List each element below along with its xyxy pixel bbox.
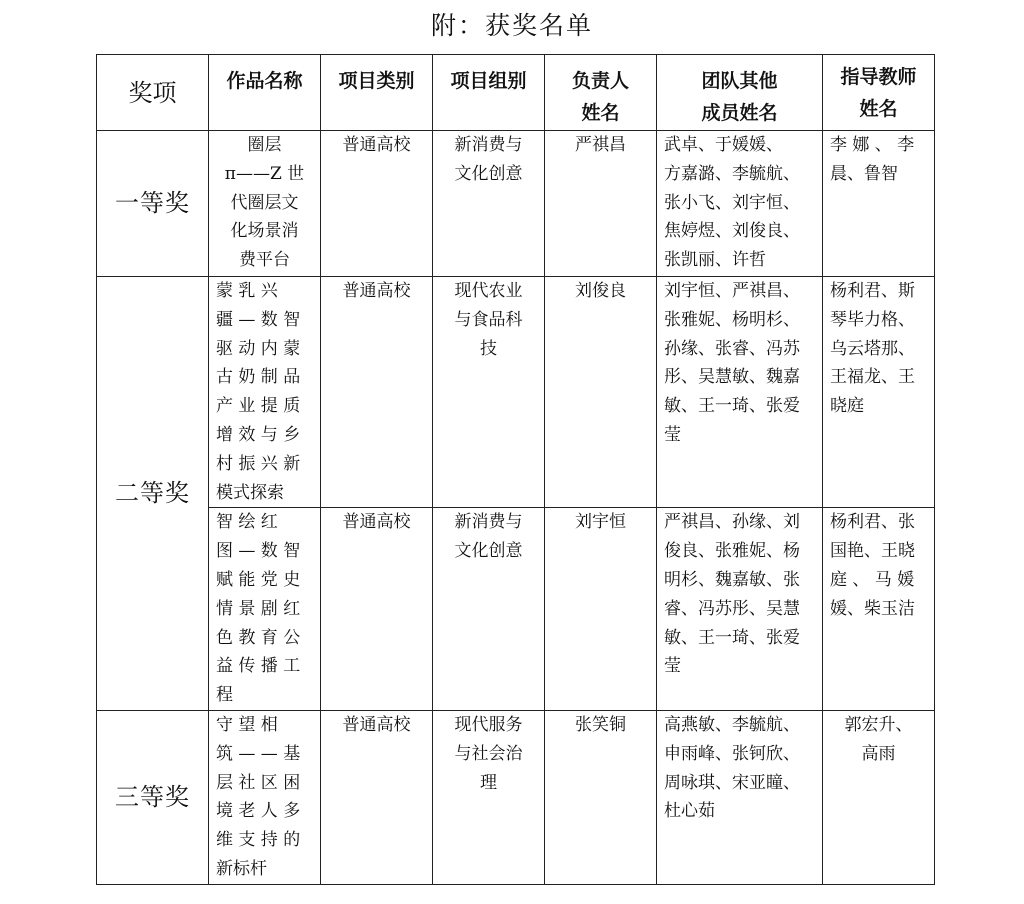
table-row [97, 508, 935, 711]
header-members: 团队其他 成员姓名 [657, 55, 823, 131]
members: 武卓、于媛媛、 方嘉潞、李毓航、 张小飞、刘宇恒、 焦婷煜、刘俊良、 张凯丽、许哲 [657, 131, 823, 277]
members: 刘宇恒、严祺昌、 张雅妮、杨明杉、 孙缘、张睿、冯苏 彤、吴慧敏、魏嘉 敏、王一琦、张爱 莹 [657, 277, 823, 508]
award-first: 一等奖 [97, 131, 209, 277]
leader: 刘宇恒 [545, 508, 657, 711]
group: 新消费与 文化创意 [433, 508, 545, 711]
group: 新消费与 文化创意 [433, 131, 545, 277]
leader: 张笑铜 [545, 710, 657, 884]
award-table [96, 54, 935, 885]
header-work: 作品名称 [209, 55, 321, 131]
table-row [97, 277, 935, 508]
teacher: 杨利君、斯 琴毕力格、 乌云塔那、 王福龙、王 晓庭 [823, 277, 935, 508]
members: 高燕敏、李毓航、 申雨峰、张钶欣、 周咏琪、宋亚瞳、 杜心茹 [657, 710, 823, 884]
table-row [97, 710, 935, 884]
teacher: 郭宏升、 高雨 [823, 710, 935, 884]
work-name: 智 绘 红 图 — 数 智 赋 能 党 史 情 景 剧 红 色 教 育 公 益 传 播 工 程 [209, 508, 321, 711]
category: 普通高校 [321, 710, 433, 884]
header-award: 奖项 [97, 55, 209, 131]
work-name: 蒙 乳 兴 疆 — 数 智 驱 动 内 蒙 古 奶 制 品 产 业 提 质 增 效 与 乡 村 振 兴 新 模式探索 [209, 277, 321, 508]
header-teacher: 指导教师 姓名 [823, 55, 935, 131]
teacher: 李 娜 、 李 晨、鲁智 [823, 131, 935, 277]
category: 普通高校 [321, 277, 433, 508]
header-leader: 负责人 姓名 [545, 55, 657, 131]
award-third: 三等奖 [97, 710, 209, 884]
teacher: 杨利君、张 国艳、王晓 庭 、 马 媛 媛、柴玉洁 [823, 508, 935, 711]
members: 严祺昌、孙缘、刘 俊良、张雅妮、杨 明杉、魏嘉敏、张 睿、冯苏彤、吴慧 敏、王一琦、张爱 莹 [657, 508, 823, 711]
page-title: 附：获奖名单 [430, 11, 593, 40]
category: 普通高校 [321, 131, 433, 277]
group: 现代服务 与社会治 理 [433, 710, 545, 884]
header-group: 项目组别 [433, 55, 545, 131]
category: 普通高校 [321, 508, 433, 711]
header-row [97, 55, 935, 131]
leader: 严祺昌 [545, 131, 657, 277]
header-category: 项目类别 [321, 55, 433, 131]
award-second: 二等奖 [97, 277, 209, 711]
group: 现代农业 与食品科 技 [433, 277, 545, 508]
work-name: 圈层 π——Z 世 代圈层文 化场景消 费平台 [209, 131, 321, 277]
work-name: 守 望 相 筑 — — 基 层 社 区 困 境 老 人 多 维 支 持 的 新标杆 [209, 710, 321, 884]
leader: 刘俊良 [545, 277, 657, 508]
table-row [97, 131, 935, 277]
